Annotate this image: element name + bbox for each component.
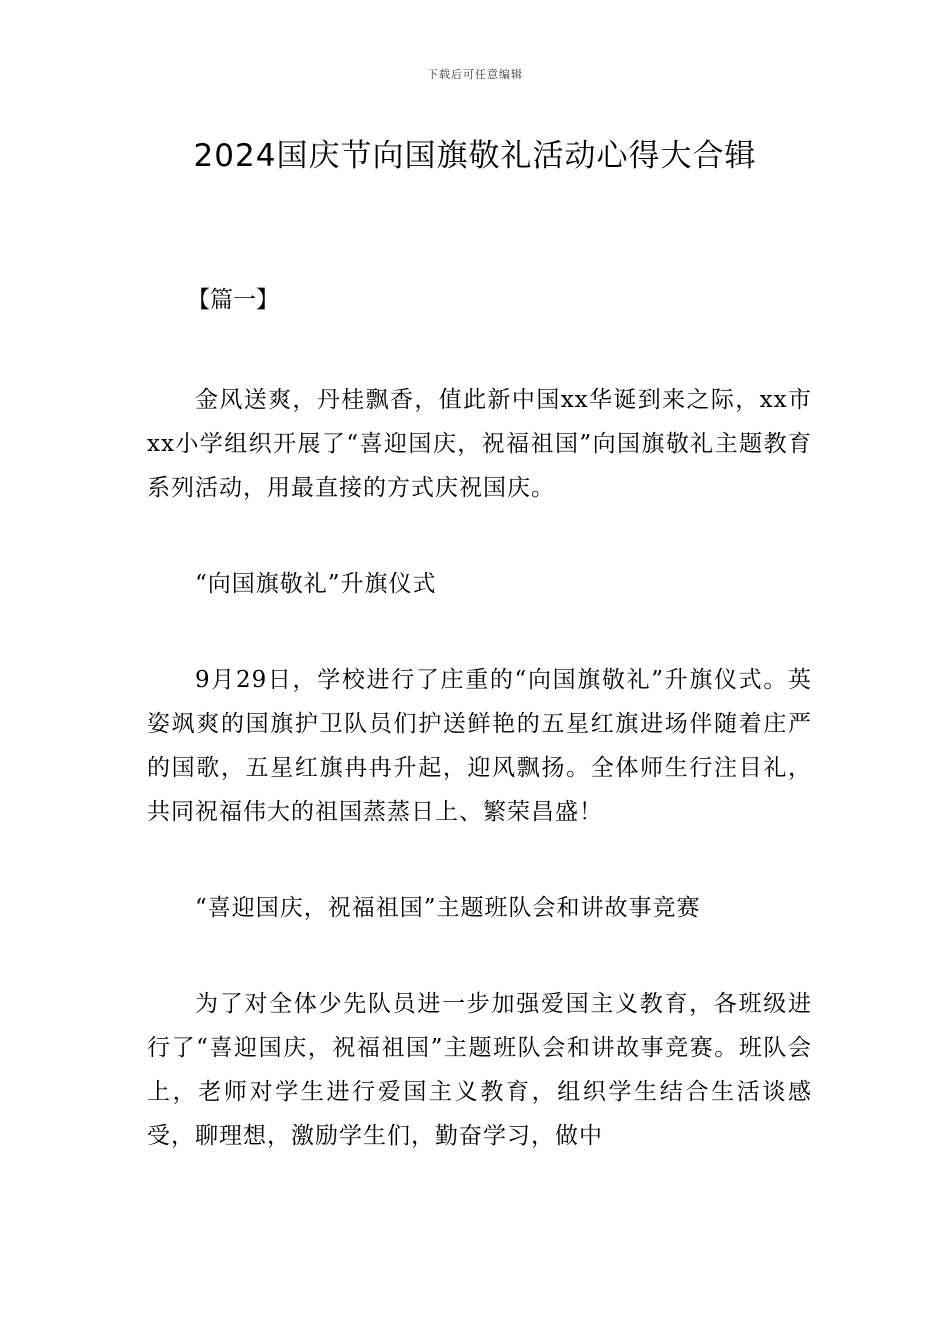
document-body xyxy=(147,278,812,1210)
paragraph-flag-ceremony: 9月29日，学校进行了庄重的“向国旗敬礼”升旗仪式。英姿飒爽的国旗护卫队员们护送鲜艳的五星红旗进场伴随着庄严的国歌，五星红旗冉冉升起，迎风飘扬。全体师生行注目礼，共同祝福伟大的祖国蒸蒸日上、繁荣昌盛！ xyxy=(147,667,812,825)
paragraph-class-meeting: 为了对全体少先队员进一步加强爱国主义教育，各班级进行了“喜迎国庆，祝福祖国”主题班队会和讲故事竞赛。班队会上，老师对学生进行爱国主义教育，组织学生结合生活谈感受，聊理想，激励学生们，勤奋学习，做中 xyxy=(147,991,812,1149)
document-title: 2024国庆节向国旗敬礼活动心得大合辑 xyxy=(193,138,757,174)
subhead-class-meeting: “喜迎国庆，祝福祖国”主题班队会和讲故事竞赛 xyxy=(195,895,701,921)
paragraph-intro: 金风送爽，丹桂飘香，值此新中国xx华诞到来之际，xx市xx小学组织开展了“喜迎国庆，祝福祖国”向国旗敬礼主题教育系列活动，用最直接的方式庆祝国庆。 xyxy=(147,387,812,501)
header-note: 下载后可任意编辑 xyxy=(427,68,523,81)
subhead-flag-ceremony: “向国旗敬礼”升旗仪式 xyxy=(195,571,437,597)
section-label: 【篇一】 xyxy=(187,287,279,313)
